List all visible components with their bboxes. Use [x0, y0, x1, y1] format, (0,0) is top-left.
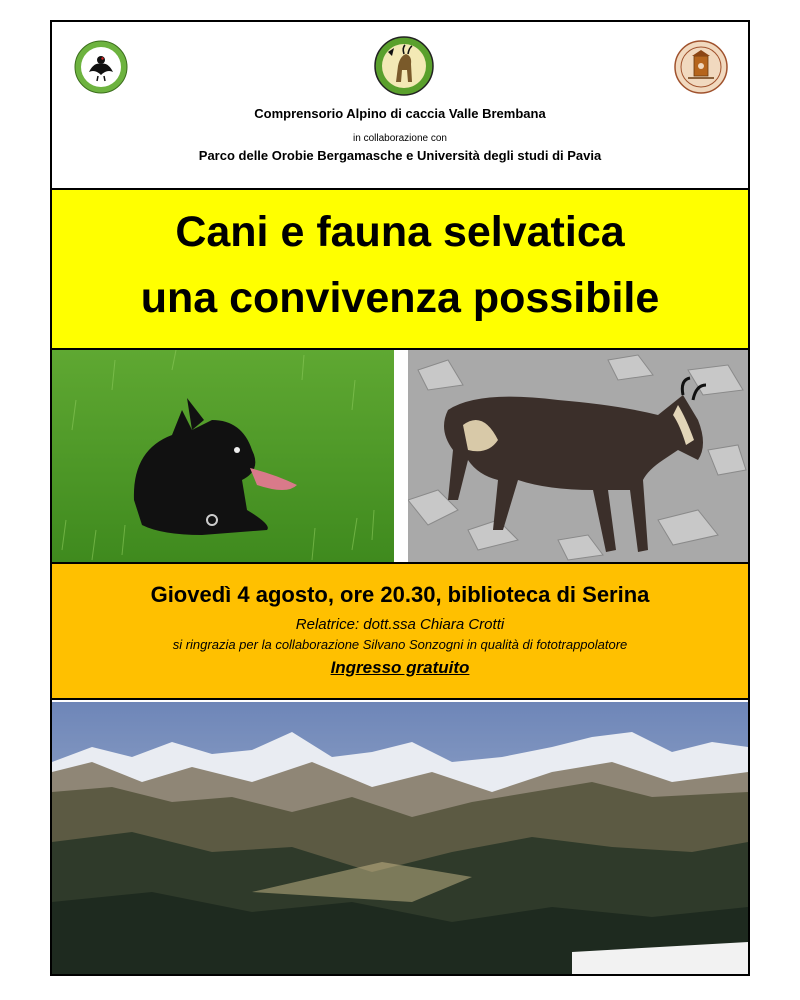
poster-frame — [50, 20, 750, 976]
black-grouse-logo-icon — [74, 40, 128, 94]
chamois-photo — [408, 350, 748, 562]
mountain-panorama-photo — [52, 702, 748, 974]
event-speaker: Relatrice: dott.ssa Chiara Crotti — [295, 616, 505, 633]
partners-name: Parco delle Orobie Bergamasche e Università degli studi di Pavia — [198, 148, 602, 163]
dog-photo — [52, 350, 394, 562]
title-band — [52, 190, 748, 350]
event-info-band — [52, 562, 748, 700]
poster-title-line-2: una convivenza possibile — [140, 274, 660, 322]
poster-header — [52, 22, 748, 190]
organizer-name: Comprensorio Alpino di caccia Valle Brembana — [254, 106, 546, 121]
event-acknowledgement: si ringrazia per la collaborazione Silvano Sonzogni in qualità di fototrappolatore — [172, 637, 628, 652]
event-entry-note: Ingresso gratuito — [330, 658, 470, 677]
collaboration-label: in collaborazione con — [353, 133, 447, 144]
chamois-logo-icon — [374, 36, 434, 96]
event-date-location: Giovedì 4 agosto, ore 20.30, biblioteca di Serina — [150, 582, 650, 607]
photo-row — [52, 350, 748, 562]
university-seal-icon — [674, 40, 728, 94]
poster-title-line-1: Cani e fauna selvatica — [175, 208, 625, 256]
